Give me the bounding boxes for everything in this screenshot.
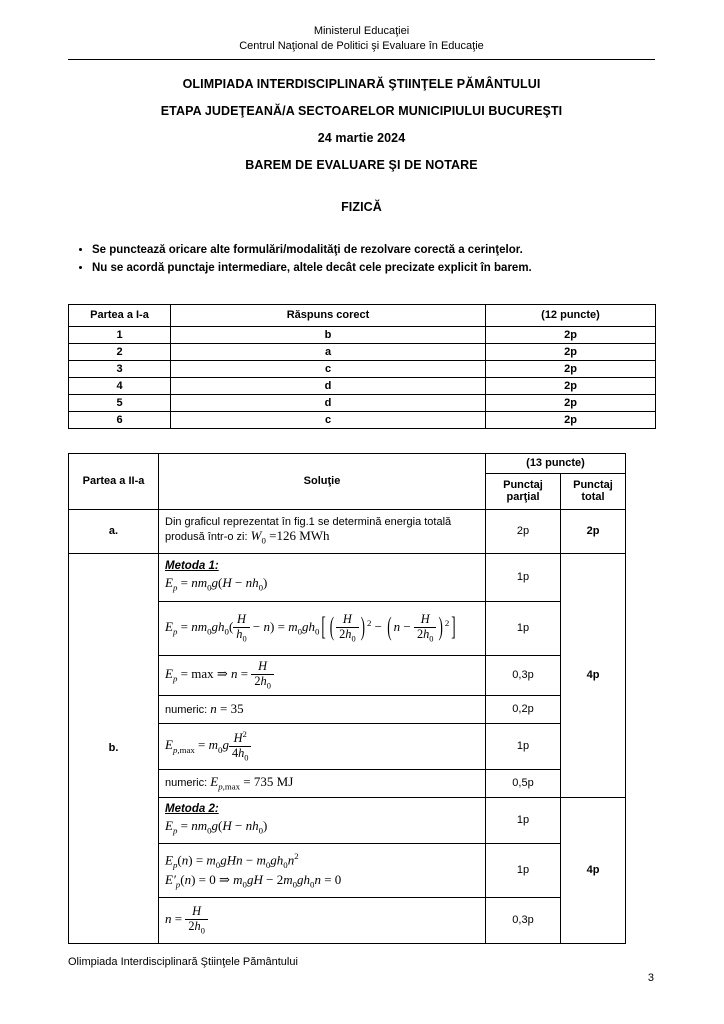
footer-text: Olimpiada Interdisciplinară Ştiinţele Pământului <box>68 956 298 968</box>
answer: c <box>171 411 486 428</box>
numeric-label: numeric: <box>165 777 208 790</box>
formula-ep-max-condition: $E_p = \max$ ⇒ n = $\frac{H}{2h_0}$ <box>165 660 479 690</box>
barem-title: BAREM DE EVALUARE ŞI DE NOTARE <box>245 157 478 172</box>
points: 2p <box>486 377 656 394</box>
partial-points: 1p <box>486 797 561 843</box>
solution-cell <box>159 655 486 695</box>
solution-cell <box>159 601 486 655</box>
partial-points: 1p <box>486 553 561 601</box>
answer: b <box>171 326 486 343</box>
question-number: 1 <box>69 326 171 343</box>
page-number: 3 <box>647 972 654 984</box>
answer: d <box>171 377 486 394</box>
part2-col2-header: Soluţie <box>159 453 486 509</box>
part2-col1-header: Partea a II-a <box>69 453 159 509</box>
part2-points-header: (13 puncte) <box>486 453 626 473</box>
note-item: • Nu se acordă punctaje intermediare, altele decât cele precizate explicit în barem. <box>92 262 655 274</box>
partial-points: 1p <box>486 601 561 655</box>
partial-points: 0,3p <box>486 897 561 943</box>
method1-title: Metoda 1: <box>165 560 219 573</box>
table-row <box>69 343 656 360</box>
ministry-line1: Ministerul Educaţiei <box>313 25 410 37</box>
solution-cell <box>159 553 486 601</box>
part2-table <box>68 453 626 944</box>
part1-col1-header: Partea a I-a <box>69 304 171 326</box>
total-points-method1: 4p <box>561 553 626 797</box>
table-row <box>69 394 656 411</box>
partial-points: 0,3p <box>486 655 561 695</box>
answer: d <box>171 394 486 411</box>
total-points: 2p <box>561 509 626 553</box>
points: 2p <box>486 343 656 360</box>
partial-points: 1p <box>486 723 561 769</box>
solution-text: Din graficul reprezentat în fig.1 se determină energia totală produsă într-o zi: <box>165 516 452 544</box>
formula-ep-max: $E_{p,max} = m_0g$ $\frac{H^2}{4h_0}$ <box>165 730 479 762</box>
question-number: 3 <box>69 360 171 377</box>
part1-header-row <box>69 304 656 326</box>
solution-cell <box>159 723 486 769</box>
question-number: 6 <box>69 411 171 428</box>
notes-list <box>68 244 655 274</box>
title-block <box>68 77 655 214</box>
table-row <box>69 377 656 394</box>
subject-title: FIZICĂ <box>341 199 382 214</box>
table-row <box>69 360 656 377</box>
formula-derivative: $E'_p(n) = 0$ ⇒ $m_0gH - 2m_0gh_0n = 0$ <box>165 871 342 890</box>
date-line: 24 martie 2024 <box>317 130 406 145</box>
question-number: 5 <box>69 394 171 411</box>
partial-points: 2p <box>486 509 561 553</box>
partial-points-header: Punctaj parţial <box>486 473 561 509</box>
part1-col3-header: (12 puncte) <box>486 304 656 326</box>
partial-points: 1p <box>486 843 561 897</box>
part1-table <box>68 304 656 429</box>
formula-ep-2: $E_p = nm_0g(H - nh_0)$ <box>165 818 268 837</box>
question-number: 2 <box>69 343 171 360</box>
points: 2p <box>486 394 656 411</box>
solution-cell <box>159 843 486 897</box>
solution-cell <box>159 797 486 843</box>
formula-n-result: n = $\frac{H}{2h_0}$ <box>165 905 479 935</box>
formula-w0: $W_0 =126$ MWh <box>250 528 330 547</box>
partial-points: 0,5p <box>486 769 561 797</box>
total-points-header: Punctaj total <box>561 473 626 509</box>
formula-ep-max-value: $E_{p,max} = 735$ MJ <box>210 774 294 793</box>
table-row <box>69 326 656 343</box>
points: 2p <box>486 411 656 428</box>
formula-ep-expanded: $E_p = nm_0gh_0$( $\frac{H}{h_0}$ − $n) = m_0gh_0$ [ ( $\frac{H}{2h_0}$ ) $^2$ − ( n − $\frac{H}{2h_0}$ ) $^2$ ] <box>165 611 456 644</box>
solution-cell <box>159 509 486 553</box>
stage-title: ETAPA JUDEŢEANĂ/A SECTOARELOR MUNICIPIULUI BUCUREŞTI <box>160 103 563 118</box>
solution-cell <box>159 695 486 723</box>
row-label-b: b. <box>69 553 159 943</box>
formula-ep: $E_p = nm_0g(H - nh_0)$ <box>165 575 268 594</box>
part2-header-row1 <box>69 453 626 473</box>
question-number: 4 <box>69 377 171 394</box>
table-row <box>69 411 656 428</box>
total-points-method2: 4p <box>561 797 626 943</box>
answer: c <box>171 360 486 377</box>
points: 2p <box>486 360 656 377</box>
solution-cell <box>159 897 486 943</box>
points: 2p <box>486 326 656 343</box>
partial-points: 0,2p <box>486 695 561 723</box>
note-item: • Se punctează oricare alte formulări/modalităţi de rezolvare corectă a cerinţelor. <box>92 244 655 256</box>
olympiad-title: OLIMPIADA INTERDISCIPLINARĂ ŞTIINŢELE PĂMÂNTULUI <box>182 76 541 91</box>
solution-cell <box>159 769 486 797</box>
table-row <box>69 509 626 553</box>
ministry-header <box>68 24 655 60</box>
answer: a <box>171 343 486 360</box>
table-row <box>69 553 626 601</box>
row-label-a: a. <box>69 509 159 553</box>
method2-title: Metoda 2: <box>165 803 219 816</box>
numeric-label: numeric: <box>165 704 208 717</box>
formula-ep-n: $E_p(n) = m_0gHn - m_0gh_0n^2$ <box>165 851 299 870</box>
formula-n-value: n = 35 <box>210 701 244 717</box>
ministry-line2: Centrul Naţional de Politici şi Evaluare în Educaţie <box>239 40 484 53</box>
part1-col2-header: Răspuns corect <box>171 304 486 326</box>
